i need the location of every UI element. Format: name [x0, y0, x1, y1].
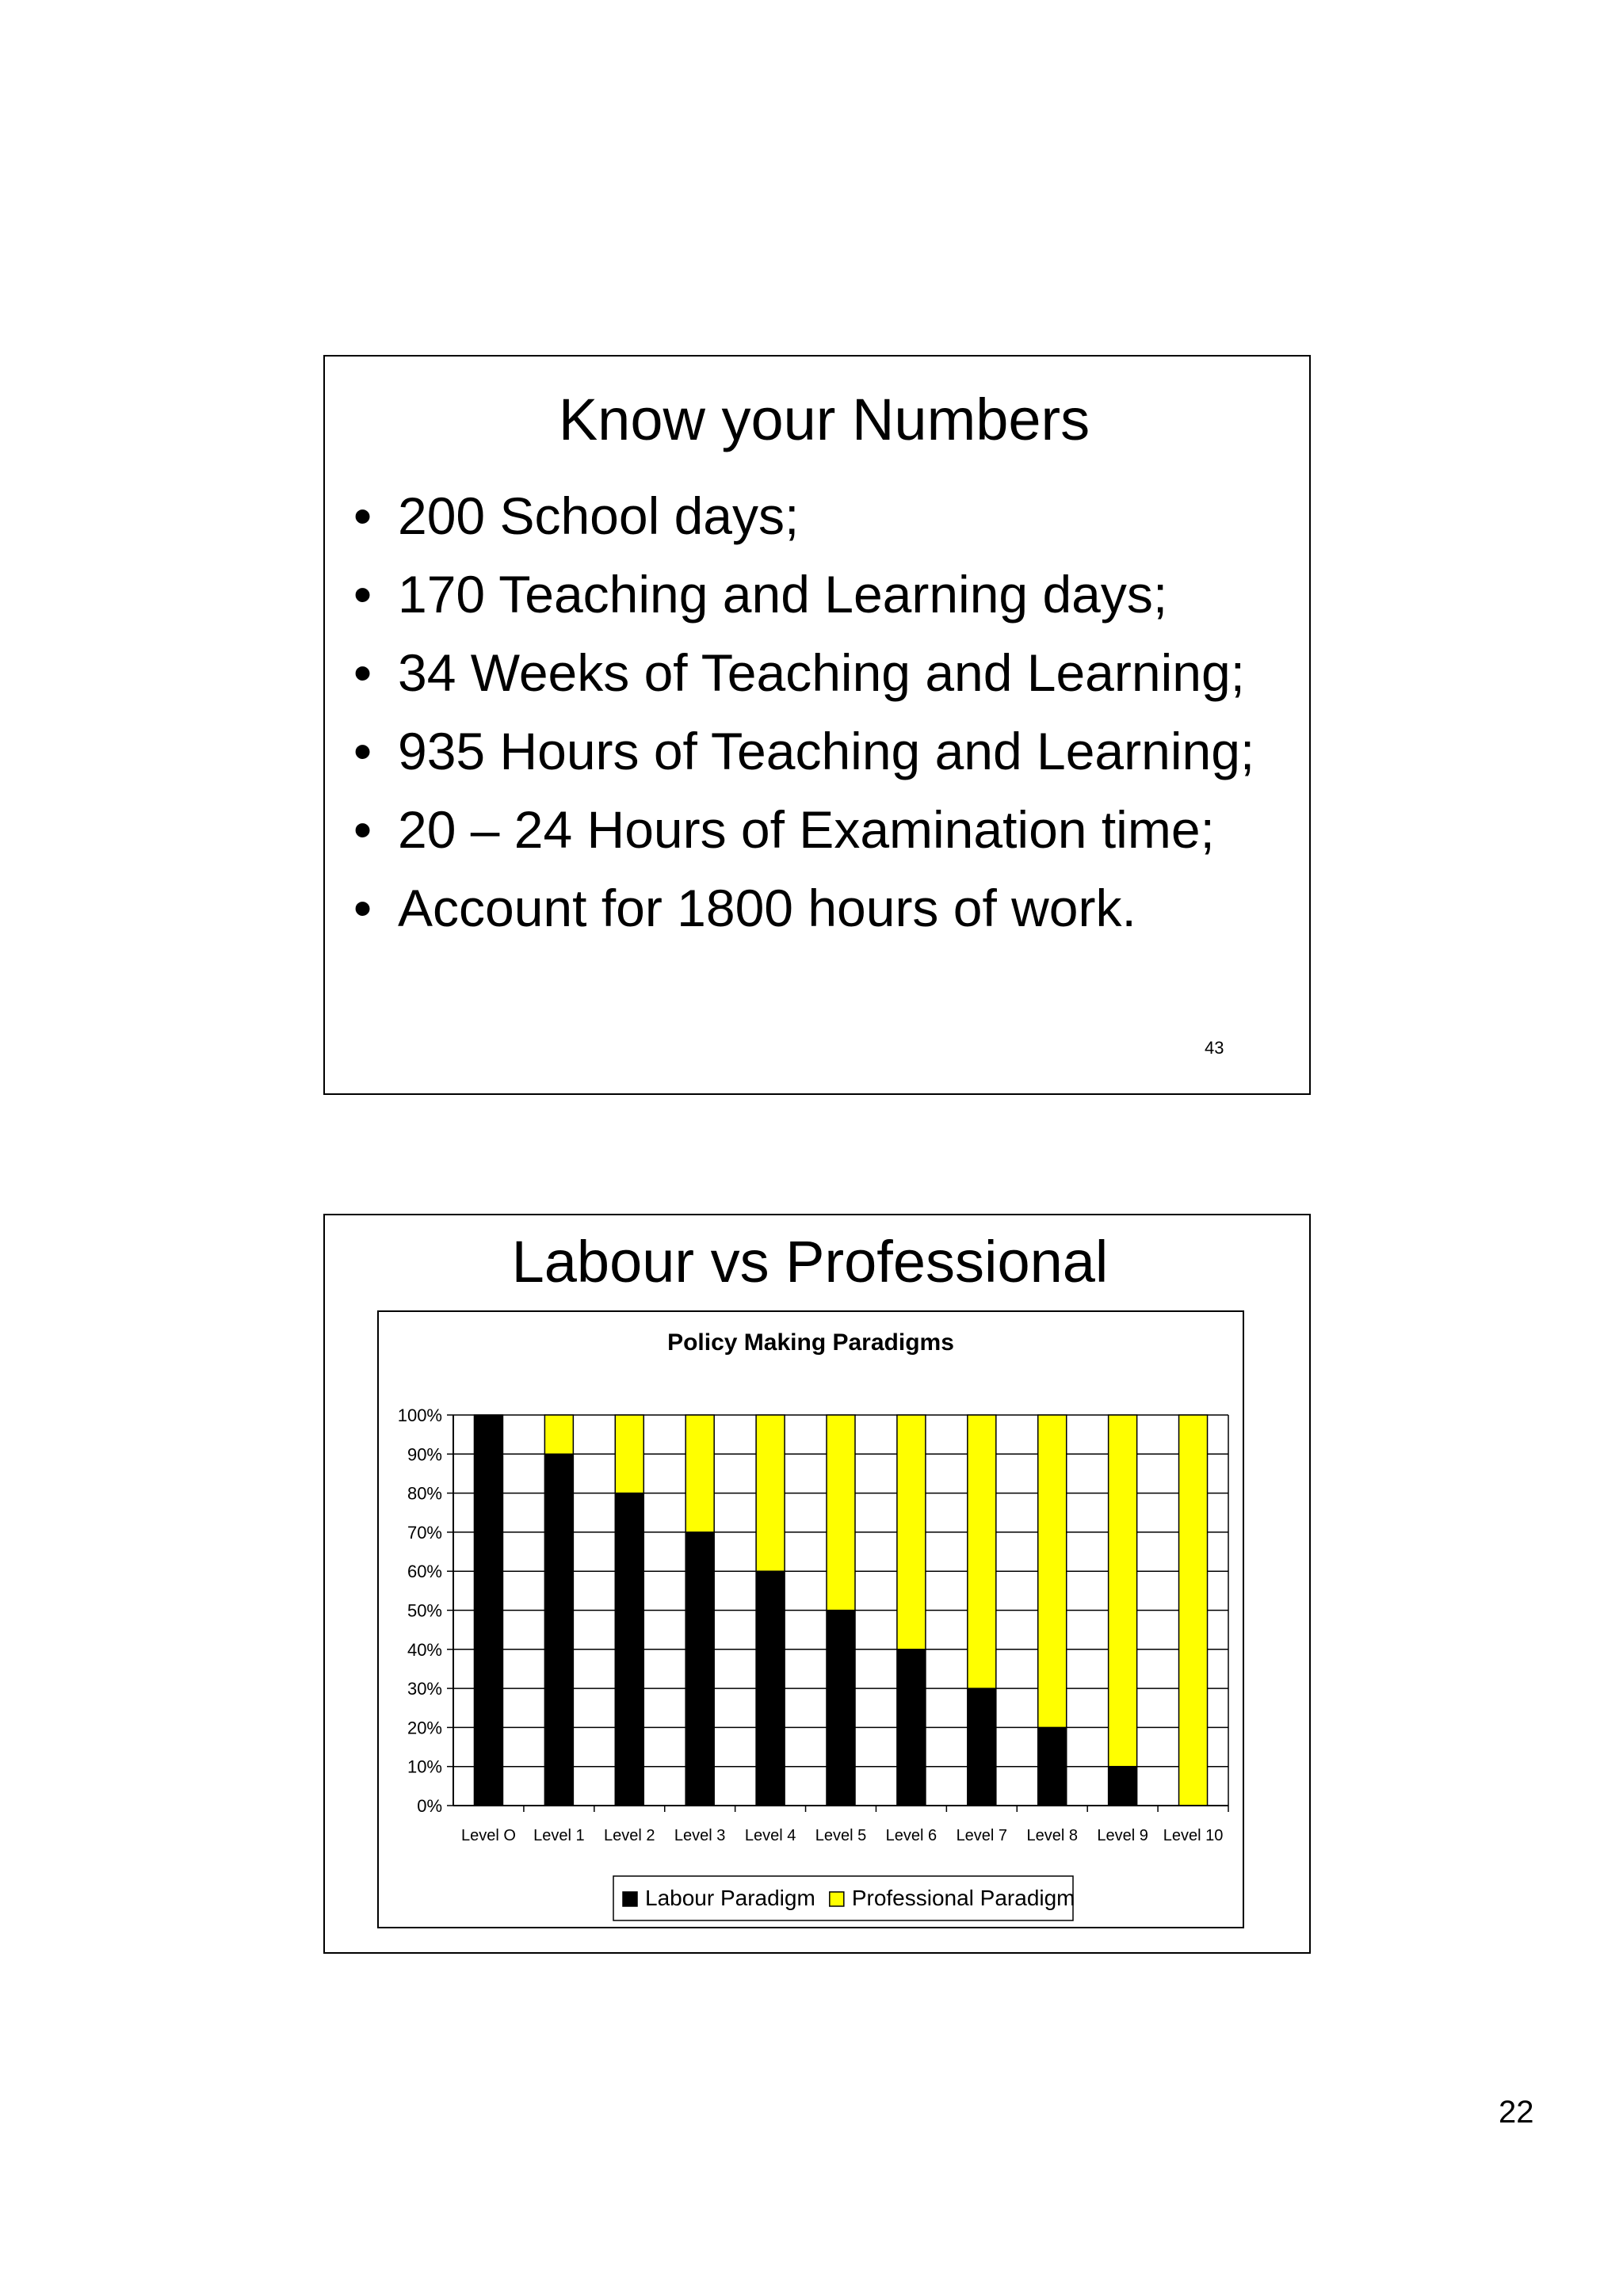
bullet-item	[353, 485, 1277, 547]
y-tick-label: 90%	[407, 1444, 442, 1465]
x-tick-label: Level 3	[674, 1827, 726, 1844]
y-tick-label: 30%	[407, 1679, 442, 1699]
bar-segment	[1038, 1727, 1067, 1806]
bullet-dot: •	[353, 486, 372, 545]
y-tick-label: 80%	[407, 1483, 442, 1504]
bar-segment	[1109, 1767, 1137, 1806]
bar-segment	[756, 1571, 785, 1806]
bar-segment	[615, 1493, 643, 1806]
x-tick-label: Level O	[460, 1827, 516, 1844]
bar-segment	[897, 1650, 926, 1806]
bullet-dot: •	[353, 722, 372, 780]
y-tick-label: 60%	[407, 1562, 442, 1582]
bullet-text: 20 – 24 Hours of Examination time;	[398, 800, 1215, 859]
chart-title: Policy Making Paradigms	[667, 1329, 954, 1356]
x-tick-label: Level 6	[885, 1827, 938, 1844]
bullet-dot: •	[353, 643, 372, 702]
slide-title: Know your Numbers	[558, 387, 1090, 452]
x-tick-label: Level 9	[1097, 1827, 1148, 1844]
bar-segment	[897, 1415, 926, 1650]
bar-segment	[968, 1688, 996, 1806]
bullet-text: 170 Teaching and Learning days;	[398, 565, 1168, 624]
bullet-text: Account for 1800 hours of work.	[398, 879, 1136, 937]
policy-chart	[379, 1312, 1243, 1927]
bar-segment	[1109, 1415, 1137, 1767]
x-tick-label: Level 2	[604, 1827, 655, 1844]
bar-segment	[1179, 1415, 1208, 1806]
y-tick-label: 40%	[407, 1639, 442, 1660]
bullet-dot: •	[353, 879, 372, 937]
x-tick-label: Level 4	[744, 1827, 796, 1844]
x-tick-label: Level 8	[1026, 1827, 1078, 1844]
bullet-text: 935 Hours of Teaching and Learning;	[398, 722, 1255, 780]
bar-segment	[827, 1611, 855, 1806]
legend-label: Labour Paradigm	[645, 1886, 815, 1910]
legend-swatch	[830, 1892, 844, 1906]
x-tick-label: Level 10	[1163, 1827, 1224, 1844]
bullet-item	[353, 720, 1277, 782]
slide-title: Labour vs Professional	[511, 1229, 1109, 1295]
bullet-text: 34 Weeks of Teaching and Learning;	[398, 643, 1245, 702]
bar-segment	[1038, 1415, 1067, 1727]
x-tick-label: Level 7	[956, 1827, 1008, 1844]
bar-segment	[544, 1454, 573, 1806]
slide-labour-vs-professional	[323, 1214, 1311, 1954]
bullet-dot: •	[353, 565, 372, 624]
x-tick-label: Level 1	[533, 1827, 585, 1844]
bar-segment	[544, 1415, 573, 1454]
bar-segment	[827, 1415, 855, 1611]
y-tick-label: 50%	[407, 1600, 442, 1621]
x-tick-label: Level 5	[815, 1827, 867, 1844]
y-tick-label: 70%	[407, 1522, 442, 1543]
y-tick-label: 10%	[407, 1756, 442, 1777]
bullet-text: 200 School days;	[398, 486, 800, 545]
bar-segment	[968, 1415, 996, 1688]
page-number: 22	[1499, 2095, 1534, 2130]
y-tick-label: 20%	[407, 1718, 442, 1738]
slide-number: 43	[1205, 1038, 1224, 1058]
bar-segment	[474, 1415, 502, 1806]
bullet-item	[353, 642, 1277, 704]
slide-know-your-numbers	[323, 355, 1311, 1095]
bar-segment	[685, 1415, 714, 1532]
bullet-list	[353, 485, 1277, 955]
legend-swatch	[623, 1892, 637, 1906]
bar-segment	[615, 1415, 643, 1493]
bullet-dot: •	[353, 800, 372, 859]
y-tick-label: 100%	[397, 1405, 442, 1425]
bar-segment	[756, 1415, 785, 1571]
y-tick-label: 0%	[417, 1796, 442, 1816]
bullet-item	[353, 877, 1277, 939]
bullet-item	[353, 563, 1277, 625]
bar-segment	[685, 1532, 714, 1806]
legend-label: Professional Paradigm	[851, 1886, 1075, 1910]
bullet-item	[353, 799, 1277, 860]
chart-frame	[377, 1310, 1244, 1928]
